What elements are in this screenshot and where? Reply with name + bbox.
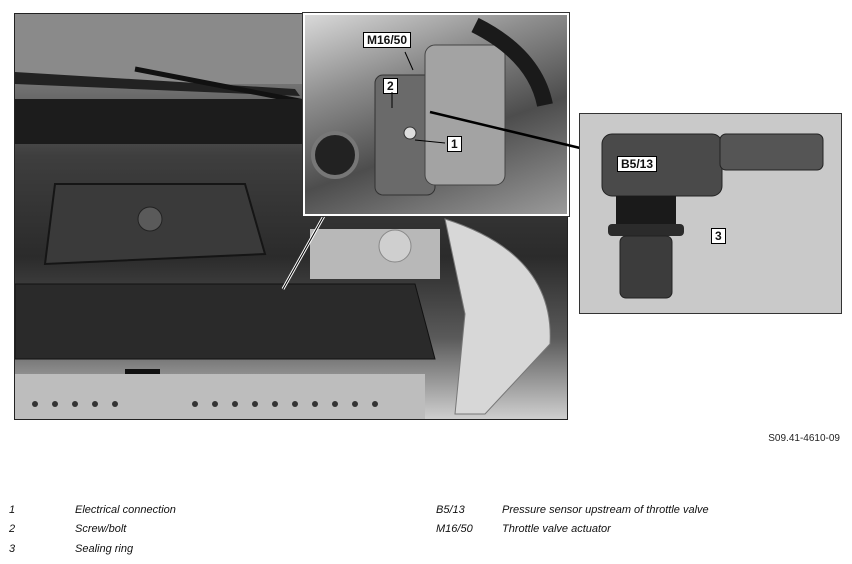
callout-1: 1 [447, 136, 462, 152]
figure-id: S09.41-4610-09 [768, 433, 840, 444]
legend-text-b5-13: Pressure sensor upstream of throttle valve [502, 504, 709, 516]
callout-b5-13: B5/13 [617, 156, 657, 172]
detail-photo-pressure-sensor [579, 113, 842, 314]
legend-code-m16-50: M16/50 [436, 523, 473, 535]
legend-code-b5-13: B5/13 [436, 504, 465, 516]
legend-item-2-num: 2 [9, 523, 16, 535]
legend-item-2-text: Screw/bolt [75, 523, 127, 535]
legend-item-3-text: Sealing ring [75, 543, 134, 555]
pressure-sensor-illustration [580, 114, 841, 313]
legend-item-3-num: 3 [9, 543, 16, 555]
callout-3: 3 [711, 228, 726, 244]
callout-2: 2 [383, 78, 398, 94]
legend-item-1-text: Electrical connection [75, 504, 176, 516]
legend-text-m16-50: Throttle valve actuator [502, 523, 611, 535]
callout-m16-50: M16/50 [363, 32, 411, 48]
legend-item-1-num: 1 [9, 504, 16, 516]
